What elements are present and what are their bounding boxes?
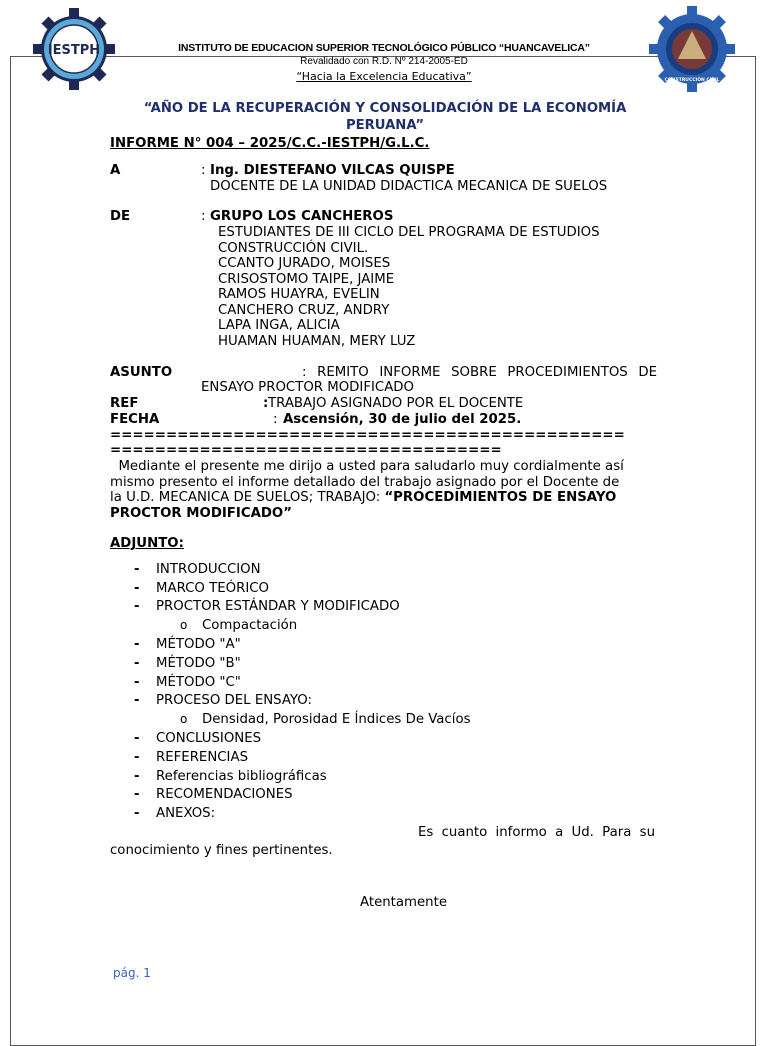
subject-line-1: : REMITO INFORME SOBRE PROCEDIMIENTOS DE (302, 365, 657, 380)
year-title: “AÑO DE LA RECUPERACIÓN Y CONSOLIDACIÓN DE LA ECONOMÍA PERUANA” (143, 101, 627, 133)
from-line: ESTUDIANTES DE III CICLO DEL PROGRAMA DE ESTUDIOS (218, 225, 600, 240)
from-label: DE (110, 209, 131, 224)
ref-value: TRABAJO ASIGNADO POR EL DOCENTE (268, 396, 524, 411)
body-paragraph (110, 459, 658, 521)
date-label: FECHA (110, 412, 160, 427)
separator-line: =================================== (110, 443, 502, 458)
attachment-item: - MÉTODO "A" (134, 637, 241, 652)
revalidation-text: Revalidado con R.D. Nº 214-2005-ED (300, 56, 468, 67)
from-line: CANCHERO CRUZ, ANDRY (218, 303, 390, 318)
page-number: pág. 1 (113, 966, 151, 980)
to-role: DOCENTE DE LA UNIDAD DIDACTICA MECANICA DE SUELOS (210, 179, 608, 194)
to-colon: : (201, 163, 206, 178)
from-colon: : (201, 209, 206, 224)
body-line-4: PROCTOR MODIFICADO” (110, 505, 292, 521)
attachment-item: - PROCTOR ESTÁNDAR Y MODIFICADO (134, 599, 400, 614)
attachment-item: - PROCESO DEL ENSAYO: (134, 693, 313, 708)
attachment-item: - ANEXOS: (134, 806, 216, 821)
ref-label: REF (110, 396, 139, 411)
from-line: CRISOSTOMO TAIPE, JAIME (218, 272, 395, 287)
from-line: HUAMAN HUAMAN, MERY LUZ (218, 334, 416, 349)
attachment-item: - RECOMENDACIONES (134, 787, 293, 802)
report-number: INFORME N° 004 – 2025/C.C.-IESTPH/G.L.C. (110, 136, 430, 151)
from-group: GRUPO LOS CANCHEROS (210, 209, 394, 224)
attachment-subitem: o Densidad, Porosidad E Índices De Vacíos (180, 712, 471, 727)
ref-colon: : (263, 396, 269, 411)
from-line: CONSTRUCCIÓN CIVIL. (218, 241, 369, 256)
body-line-2: mismo presento el informe detallado del trabajo asignado por el Docente de (110, 474, 620, 490)
attachment-item: - MARCO TEÓRICO (134, 581, 270, 596)
attachment-item: - INTRODUCCION (134, 562, 261, 577)
body-line-3-text: la U.D. MECANICA DE SUELOS; TRABAJO: (110, 490, 385, 506)
from-line: LAPA INGA, ALICIA (218, 318, 340, 333)
attachments-title: ADJUNTO: (110, 536, 184, 551)
attachment-item: - Referencias bibliográficas (134, 769, 327, 784)
separator-line: ============================================== (110, 428, 625, 443)
attachment-item: - REFERENCIAS (134, 750, 249, 765)
attachment-item: - MÉTODO "B" (134, 656, 241, 671)
from-line: CCANTO JURADO, MOISES (218, 256, 391, 271)
closing-line-1: Es cuanto informo a Ud. Para su (418, 825, 655, 840)
attachment-item: - CONCLUSIONES (134, 731, 262, 746)
body-line-1: Mediante el presente me dirijo a usted para saludarlo muy cordialmente así (110, 459, 624, 474)
closing-line-2: conocimiento y fines pertinentes. (110, 843, 333, 858)
from-line: RAMOS HUAYRA, EVELIN (218, 287, 380, 302)
svg-text:CONSTRUCCIÓN CIVIL: CONSTRUCCIÓN CIVIL (664, 78, 720, 83)
institute-name: INSTITUTO DE EDUCACION SUPERIOR TECNOLÓGICO PÚBLICO “HUANCAVELICA” (178, 42, 590, 54)
motto: “Hacia la Excelencia Educativa” (296, 70, 472, 83)
subject-label: ASUNTO (110, 365, 173, 380)
date-colon: : (273, 412, 278, 427)
body-line-3-bold: “PROCEDIMIENTOS DE ENSAYO (384, 490, 617, 506)
construccion-civil-logo (646, 6, 738, 92)
subject-line-2: ENSAYO PROCTOR MODIFICADO (201, 380, 415, 395)
svg-text:IESTPH: IESTPH (47, 43, 101, 58)
signature-salutation: Atentamente (360, 895, 448, 910)
attachment-subitem: o Compactación (180, 618, 298, 633)
date-value: Ascensión, 30 de julio del 2025. (283, 412, 522, 427)
to-name: Ing. DIESTEFANO VILCAS QUISPE (210, 163, 455, 178)
body-line-3 (110, 490, 658, 506)
to-label: A (110, 163, 121, 178)
attachment-item: - MÉTODO "C" (134, 675, 241, 690)
iestph-logo (30, 8, 118, 90)
